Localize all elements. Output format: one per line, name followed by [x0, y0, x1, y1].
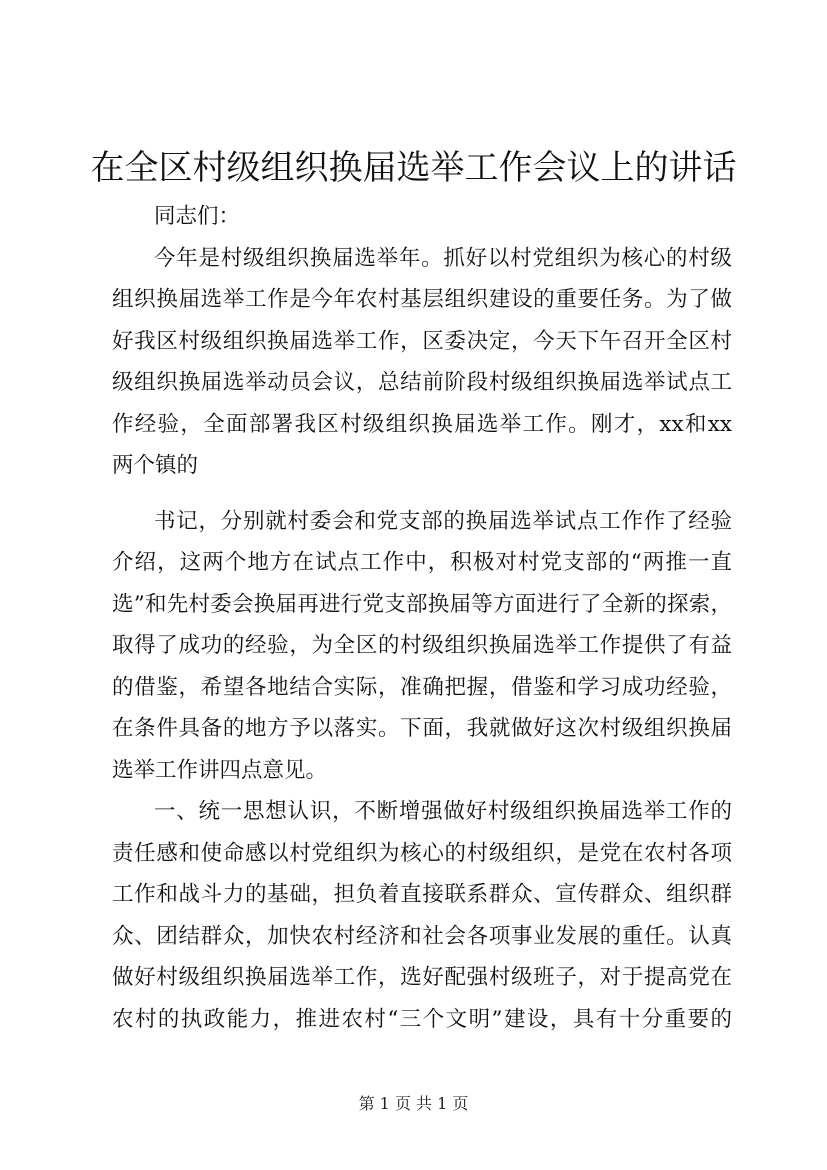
paragraph-line: 取得了成功的经验，为全区的村级组织换届选举工作提供了有益 [112, 633, 732, 658]
paragraph-line: 众、团结群众，加快农村经济和社会各项事业发展的重任。认真 [112, 923, 732, 949]
paragraph-line: 选举工作讲四点意见。 [112, 757, 328, 783]
paragraph-line: 的借鉴，希望各地结合实际，准确把握，借鉴和学习成功经验， [112, 674, 732, 700]
paragraph-line: 责任感和使命感以村党组织为核心的村级组织，是党在农村各项 [112, 840, 732, 866]
paragraph-line: 两个镇的 [112, 453, 199, 478]
paragraph-line: 一、统一思想认识，不断增强做好村级组织换届选举工作的 [154, 799, 732, 824]
paragraph-line: 书记，分别就村委会和党支部的换届选举试点工作作了经验 [154, 508, 732, 534]
paragraph-line: 作经验，全面部署我区村级组织换届选举工作。刚才，xx和xx [112, 411, 732, 437]
paragraph-line: 今年是村级组织换届选举年。抓好以村党组织为核心的村级 [154, 245, 732, 271]
salutation: 同志们： [154, 204, 241, 229]
document-title: 在全区村级组织换届选举工作会议上的讲话 [90, 148, 737, 188]
paragraph-line: 工作和战斗力的基础，担负着直接联系群众、宣传群众、组织群 [112, 882, 732, 907]
paragraph-line: 农村的执政能力，推进农村“三个文明”建设，具有十分重要的 [112, 1006, 732, 1032]
paragraph-line: 做好村级组织换届选举工作，选好配强村级班子，对于提高党在 [112, 965, 732, 990]
paragraph-line: 级组织换届选举动员会议，总结前阶段村级组织换届选举试点工 [112, 370, 732, 395]
paragraph-line: 在条件具备的地方予以落实。下面，我就做好这次村级组织换届 [112, 716, 732, 741]
paragraph-line: 介绍，这两个地方在试点工作中，积极对村党支部的“两推一直 [112, 550, 732, 575]
paragraph-line: 组织换届选举工作是今年农村基层组织建设的重要任务。为了做 [112, 287, 732, 312]
paragraph-line: 选”和先村委会换届再进行党支部换届等方面进行了全新的探索， [112, 591, 732, 617]
page-number-footer: 第 1 页 共 1 页 [358, 1094, 469, 1113]
document-body [112, 196, 732, 1040]
paragraph-line: 好我区村级组织换届选举工作，区委决定，今天下午召开全区村 [112, 328, 732, 354]
